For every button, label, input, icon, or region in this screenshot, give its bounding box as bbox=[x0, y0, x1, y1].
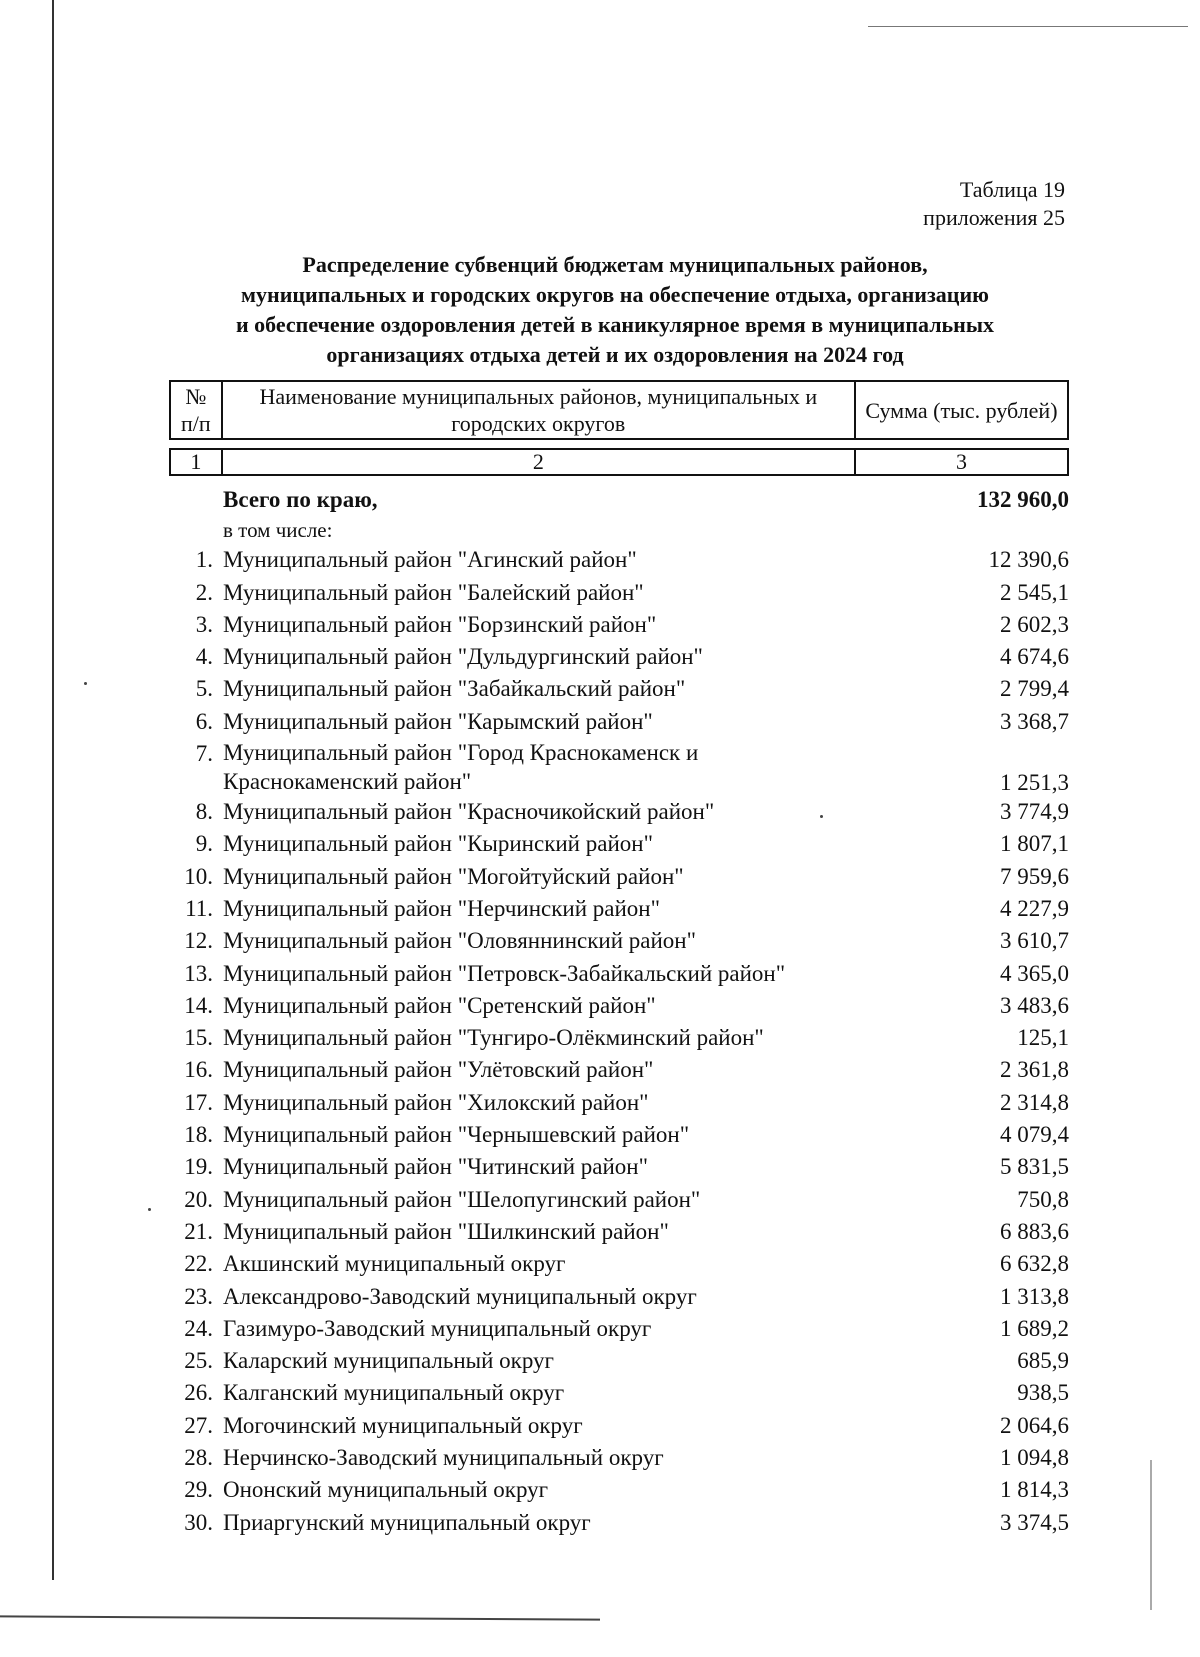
row-name: Муниципальный район "Чернышевский район" bbox=[223, 1122, 690, 1148]
table-row bbox=[169, 706, 1069, 738]
row-name: Муниципальный район "Нерчинский район" bbox=[223, 895, 660, 921]
row-name: Ононский муниципальный округ bbox=[223, 1477, 549, 1503]
row-sum: 4 674,6 bbox=[1000, 644, 1069, 670]
row-number: 12. bbox=[184, 928, 213, 954]
row-name: Каларский муниципальный округ bbox=[223, 1348, 554, 1374]
row-sum: 1 807,1 bbox=[1000, 831, 1069, 857]
table-row bbox=[169, 577, 1069, 609]
table-row bbox=[169, 958, 1069, 990]
row-sum: 3 774,9 bbox=[1000, 799, 1069, 825]
row-sum: 2 799,4 bbox=[1000, 676, 1069, 702]
row-name: Муниципальный район "Шелопугинский район" bbox=[223, 1186, 701, 1212]
row-name: Муниципальный район "Карымский район" bbox=[223, 708, 653, 734]
table-row bbox=[169, 1054, 1069, 1086]
row-number: 22. bbox=[184, 1251, 213, 1277]
row-sum: 2 361,8 bbox=[1000, 1057, 1069, 1083]
row-sum: 6 632,8 bbox=[1000, 1251, 1069, 1277]
row-name: Муниципальный район "Петровск-Забайкальский район" bbox=[223, 960, 786, 986]
table-row bbox=[169, 1151, 1069, 1183]
row-number: 13. bbox=[184, 960, 213, 986]
column-number-2: 2 bbox=[222, 449, 855, 475]
table-body bbox=[169, 484, 1069, 1539]
document-title bbox=[165, 250, 1065, 370]
appendix-label: приложения 25 bbox=[923, 205, 1065, 230]
table-row bbox=[169, 893, 1069, 925]
table-row bbox=[169, 925, 1069, 957]
title-line: и обеспечение оздоровления детей в каникулярное время в муниципальных bbox=[235, 312, 995, 337]
row-sum: 6 883,6 bbox=[1000, 1218, 1069, 1244]
row-number: 11. bbox=[185, 895, 213, 921]
row-list bbox=[169, 544, 1069, 1539]
row-name: Муниципальный район "Красночикойский район" bbox=[223, 799, 715, 825]
row-name: Муниципальный район "Оловяннинский район" bbox=[223, 928, 697, 954]
table-row bbox=[169, 1022, 1069, 1054]
row-sum: 1 689,2 bbox=[1000, 1315, 1069, 1341]
row-name: Муниципальный район "Кыринский район" bbox=[223, 831, 653, 857]
table-row bbox=[169, 1474, 1069, 1506]
table-row bbox=[169, 1313, 1069, 1345]
row-sum: 125,1 bbox=[1017, 1025, 1069, 1051]
row-sum: 2 602,3 bbox=[1000, 611, 1069, 637]
table-header bbox=[169, 380, 1069, 440]
including-label: в том числе: bbox=[223, 518, 333, 543]
table-row bbox=[169, 1345, 1069, 1377]
row-sum: 685,9 bbox=[1017, 1348, 1069, 1374]
row-name: Муниципальный район "Шилкинский район" bbox=[223, 1218, 669, 1244]
row-name: Муниципальный район "Хилокский район" bbox=[223, 1089, 649, 1115]
row-name: Муниципальный район "Могойтуйский район" bbox=[223, 863, 684, 889]
row-sum: 2 064,6 bbox=[1000, 1412, 1069, 1438]
total-sum: 132 960,0 bbox=[977, 487, 1069, 512]
header-name: Наименование муниципальных районов, муниципальных и городских округов bbox=[222, 381, 855, 439]
total-label: Всего по краю, bbox=[223, 487, 378, 512]
scan-edge-bottom bbox=[0, 1615, 600, 1620]
row-number: 28. bbox=[184, 1445, 213, 1471]
row-number: 23. bbox=[184, 1283, 213, 1309]
table-row bbox=[169, 828, 1069, 860]
row-number: 27. bbox=[184, 1412, 213, 1438]
table-row bbox=[169, 609, 1069, 641]
table-row bbox=[169, 641, 1069, 673]
table-row bbox=[169, 796, 1069, 828]
row-number: 4. bbox=[195, 644, 213, 670]
row-sum: 2 314,8 bbox=[1000, 1089, 1069, 1115]
row-number: 1. bbox=[195, 547, 213, 573]
table-row bbox=[169, 738, 1069, 796]
title-line: Распределение субвенций бюджетам муниципальных районов, bbox=[302, 252, 928, 277]
row-name: Муниципальный район "Забайкальский район" bbox=[223, 676, 686, 702]
row-name: Калганский муниципальный округ bbox=[223, 1380, 565, 1406]
table-row bbox=[169, 1248, 1069, 1280]
row-number: 6. bbox=[195, 708, 213, 734]
column-numbers bbox=[169, 448, 1069, 476]
table-reference bbox=[923, 176, 1065, 232]
including-row bbox=[169, 516, 1069, 544]
row-name: Муниципальный район "Тунгиро-Олёкминский район" bbox=[223, 1025, 764, 1051]
row-sum: 1 814,3 bbox=[1000, 1477, 1069, 1503]
table-row bbox=[169, 1442, 1069, 1474]
row-number: 25. bbox=[184, 1348, 213, 1374]
column-number-1: 1 bbox=[170, 449, 222, 475]
row-sum: 1 094,8 bbox=[1000, 1445, 1069, 1471]
scan-speck bbox=[84, 682, 87, 685]
scan-edge-top bbox=[868, 26, 1188, 27]
title-line: организациях отдыха детей и их оздоровления на 2024 год bbox=[326, 342, 904, 367]
row-number: 16. bbox=[184, 1057, 213, 1083]
scan-edge-left bbox=[52, 0, 54, 1580]
table-row bbox=[169, 1216, 1069, 1248]
total-row bbox=[169, 484, 1069, 516]
header-number: № п/п bbox=[170, 381, 222, 439]
title-line: муниципальных и городских округов на обеспечение отдыха, организацию bbox=[241, 282, 989, 307]
row-sum: 2 545,1 bbox=[1000, 579, 1069, 605]
row-number: 14. bbox=[184, 992, 213, 1018]
row-number: 19. bbox=[184, 1154, 213, 1180]
row-number: 3. bbox=[195, 611, 213, 637]
scan-edge-right bbox=[1150, 1460, 1152, 1610]
table-label: Таблица 19 bbox=[959, 177, 1065, 202]
row-number: 10. bbox=[184, 863, 213, 889]
row-name: Газимуро-Заводский муниципальный округ bbox=[223, 1315, 652, 1341]
row-name: Нерчинско-Заводский муниципальный округ bbox=[223, 1445, 664, 1471]
table-row bbox=[169, 673, 1069, 705]
row-name: Александрово-Заводский муниципальный округ bbox=[223, 1283, 697, 1309]
table-row bbox=[169, 1410, 1069, 1442]
row-sum: 4 079,4 bbox=[1000, 1122, 1069, 1148]
row-name: Муниципальный район "Улётовский район" bbox=[223, 1057, 654, 1083]
row-name: Муниципальный район "Дульдургинский район" bbox=[223, 644, 703, 670]
row-sum: 3 483,6 bbox=[1000, 992, 1069, 1018]
row-number: 30. bbox=[184, 1509, 213, 1535]
row-number: 29. bbox=[184, 1477, 213, 1503]
row-number: 8. bbox=[195, 799, 213, 825]
row-name: Муниципальный район "Борзинский район" bbox=[223, 611, 657, 637]
row-sum: 938,5 bbox=[1017, 1380, 1069, 1406]
row-sum: 7 959,6 bbox=[1000, 863, 1069, 889]
row-number: 18. bbox=[184, 1122, 213, 1148]
row-number: 7. bbox=[195, 741, 213, 767]
column-number-3: 3 bbox=[855, 449, 1068, 475]
row-name: Приаргунский муниципальный округ bbox=[223, 1509, 591, 1535]
table-row bbox=[169, 544, 1069, 576]
scan-speck bbox=[148, 1208, 151, 1211]
row-number: 26. bbox=[184, 1380, 213, 1406]
row-sum: 1 251,3 bbox=[1000, 770, 1069, 796]
row-number: 17. bbox=[184, 1089, 213, 1115]
row-sum: 4 365,0 bbox=[1000, 960, 1069, 986]
header-sum: Сумма (тыс. рублей) bbox=[855, 381, 1068, 439]
row-sum: 3 368,7 bbox=[1000, 708, 1069, 734]
table-row bbox=[169, 990, 1069, 1022]
row-name: Могочинский муниципальный округ bbox=[223, 1412, 583, 1438]
table-row bbox=[169, 861, 1069, 893]
row-number: 20. bbox=[184, 1186, 213, 1212]
row-sum: 12 390,6 bbox=[988, 547, 1069, 573]
row-sum: 3 610,7 bbox=[1000, 928, 1069, 954]
row-number: 2. bbox=[195, 579, 213, 605]
row-name: Муниципальный район "Читинский район" bbox=[223, 1154, 648, 1180]
row-number: 24. bbox=[184, 1315, 213, 1341]
table-row bbox=[169, 1184, 1069, 1216]
row-sum: 4 227,9 bbox=[1000, 895, 1069, 921]
row-number: 21. bbox=[184, 1218, 213, 1244]
row-name: Муниципальный район "Сретенский район" bbox=[223, 992, 656, 1018]
row-name: Муниципальный район "Балейский район" bbox=[223, 579, 644, 605]
row-name: Муниципальный район "Город Краснокаменск и Краснокаменский район" bbox=[223, 740, 699, 795]
table-row bbox=[169, 1087, 1069, 1119]
table-row bbox=[169, 1377, 1069, 1409]
row-sum: 5 831,5 bbox=[1000, 1154, 1069, 1180]
row-number: 15. bbox=[184, 1025, 213, 1051]
row-number: 5. bbox=[195, 676, 213, 702]
row-sum: 1 313,8 bbox=[1000, 1283, 1069, 1309]
row-number: 9. bbox=[195, 831, 213, 857]
row-name: Муниципальный район "Агинский район" bbox=[223, 547, 637, 573]
row-sum: 750,8 bbox=[1017, 1186, 1069, 1212]
row-sum: 3 374,5 bbox=[1000, 1509, 1069, 1535]
row-name: Акшинский муниципальный округ bbox=[223, 1251, 566, 1277]
table-row bbox=[169, 1281, 1069, 1313]
table-row bbox=[169, 1507, 1069, 1539]
table-row bbox=[169, 1119, 1069, 1151]
